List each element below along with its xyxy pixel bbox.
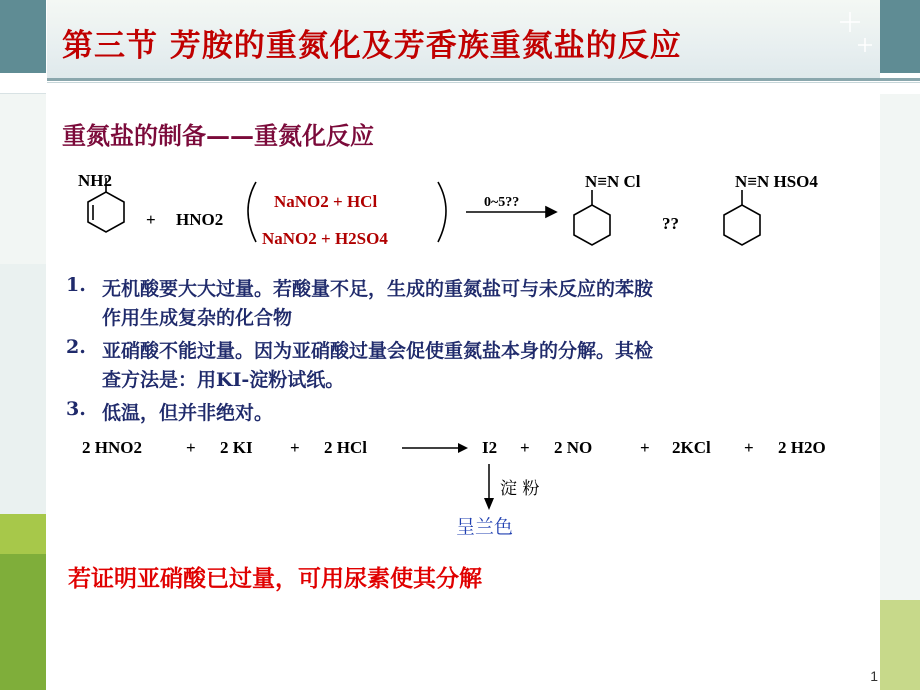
slide-title: 第三节 芳胺的重氮化及芳香族重氮盐的反应 bbox=[62, 28, 682, 64]
product2-label: N≡N HSO4 bbox=[735, 172, 818, 191]
title-divider-thin bbox=[47, 82, 920, 83]
page-number: 1 bbox=[870, 668, 878, 684]
deco-square bbox=[880, 94, 920, 600]
title-divider bbox=[47, 78, 920, 81]
reagent-hcl: NaNO2 + HCl bbox=[274, 192, 378, 211]
deco-square bbox=[880, 600, 920, 690]
nh2-label: NH2 bbox=[78, 171, 112, 190]
note-1-number: 1. bbox=[66, 274, 86, 296]
deco-square bbox=[0, 514, 46, 554]
reaction-arrow bbox=[400, 440, 470, 456]
product-separator: ?? bbox=[662, 214, 679, 233]
deco-square bbox=[0, 94, 46, 264]
reagent-h2so4: NaNO2 + H2SO4 bbox=[262, 229, 388, 248]
benzene-ring-product2 bbox=[724, 205, 760, 245]
note-2-line2: 查方法是：用KI-淀粉试纸。 bbox=[102, 369, 345, 391]
term-plus: + bbox=[640, 438, 650, 457]
term-kcl: 2KCl bbox=[672, 438, 711, 457]
down-arrow bbox=[480, 462, 500, 512]
deco-square bbox=[880, 0, 920, 73]
blue-color-result: 呈兰色 bbox=[456, 516, 514, 538]
term-plus: + bbox=[186, 438, 196, 457]
note-1-line1: 无机酸要大大过量。若酸量不足，生成的重氮盐可与未反应的苯胺 bbox=[102, 278, 654, 300]
deco-square bbox=[0, 73, 46, 94]
deco-square bbox=[0, 554, 46, 690]
term-h2o: 2 H2O bbox=[778, 438, 826, 457]
section-subtitle: 重氮盐的制备——重氮化反应 bbox=[62, 121, 374, 150]
term-ki: 2 KI bbox=[220, 438, 253, 457]
starch-label: 淀 粉 bbox=[500, 479, 540, 499]
note-1-line2: 作用生成复杂的化合物 bbox=[102, 307, 293, 329]
note-2-number: 2. bbox=[66, 336, 86, 358]
term-hno2: 2 HNO2 bbox=[82, 438, 142, 457]
term-i2: I2 bbox=[482, 438, 498, 457]
term-plus: + bbox=[520, 438, 530, 457]
deco-square bbox=[0, 264, 46, 514]
term-plus: + bbox=[290, 438, 300, 457]
deco-square bbox=[0, 0, 46, 73]
note-2-line1: 亚硝酸不能过量。因为亚硝酸过量会促使重氮盐本身的分解。其检 bbox=[102, 340, 654, 362]
plus-sign: + bbox=[146, 210, 156, 229]
product1-label: N≡N Cl bbox=[585, 172, 641, 191]
note-3-number: 3. bbox=[66, 398, 86, 420]
note-3-line1: 低温，但并非绝对。 bbox=[102, 402, 274, 424]
urea-conclusion: 若证明亚硝酸已过量，可用尿素使其分解 bbox=[68, 565, 482, 592]
term-hcl: 2 HCl bbox=[324, 438, 367, 457]
term-no: 2 NO bbox=[554, 438, 593, 457]
hno2-label: HNO2 bbox=[176, 210, 224, 229]
sparkle-decoration bbox=[820, 8, 880, 68]
reaction-condition: 0~5?? bbox=[484, 195, 520, 210]
benzene-ring-product1 bbox=[574, 205, 610, 245]
term-plus: + bbox=[744, 438, 754, 457]
